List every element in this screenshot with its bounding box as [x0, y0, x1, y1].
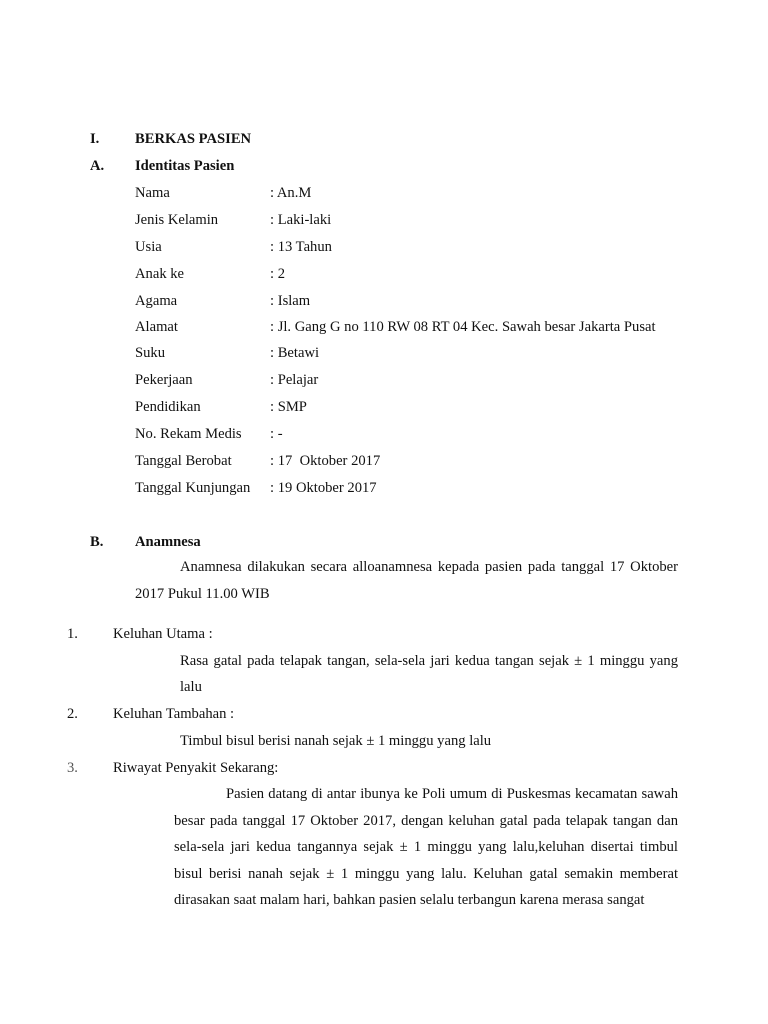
subsection-title: Anamnesa — [135, 534, 201, 550]
subsection-title: Identitas Pasien — [135, 158, 235, 174]
list-number: 2. — [67, 706, 78, 722]
list-item-title: Keluhan Tambahan : — [113, 706, 235, 722]
identity-label: Jenis Kelamin — [135, 212, 219, 228]
identity-label: Tanggal Berobat — [135, 453, 232, 469]
identity-value: : Pelajar — [270, 372, 319, 388]
complaint-text-line2: lalu — [180, 679, 202, 695]
list-number: 3. — [67, 760, 78, 776]
identity-value: : 13 Tahun — [270, 239, 332, 255]
complaint-text-line1: Rasa gatal pada telapak tangan, sela-sela jari kedua tangan sejak ± 1 minggu yang — [180, 653, 678, 669]
identity-value: : 2 — [270, 266, 285, 282]
identity-value: : 19 Oktober 2017 — [270, 480, 377, 496]
identity-label: Anak ke — [135, 266, 185, 282]
history-paragraph: Pasien datang di antar ibunya ke Poli umum di Puskesmas kecamatan sawah besar pada tanggal 17 Oktober 2017, dengan keluhan gatal pada telapak tangan dan sela-sela jari kedua tangannya sejak ± 1 minggu yang lalu,keluhan disertai timbul bisul berisi nanah sejak ± 1 minggu yang lalu. Keluhan gatal semakin memberat dirasakan saat malam hari, bahkan pasien selalu terbangun karena merasa sangat — [174, 786, 678, 908]
identity-label: Pekerjaan — [135, 372, 193, 388]
identity-label: Nama — [135, 185, 170, 201]
identity-label: No. Rekam Medis — [135, 426, 242, 442]
identity-value: : Jl. Gang G no 110 RW 08 RT 04 Kec. Sawah besar Jakarta Pusat — [270, 319, 656, 335]
complaint-text-line1: Timbul bisul berisi nanah sejak ± 1 minggu yang lalu — [180, 733, 492, 749]
anamnesa-intro-line2: 2017 Pukul 11.00 WIB — [135, 586, 270, 602]
identity-value: : 17 Oktober 2017 — [270, 453, 381, 469]
anamnesa-intro-line1: Anamnesa dilakukan secara alloanamnesa kepada pasien pada tanggal 17 Oktober — [180, 559, 678, 575]
identity-label: Alamat — [135, 319, 178, 335]
identity-label: Pendidikan — [135, 399, 201, 415]
identity-value: : Betawi — [270, 345, 320, 361]
list-item-title: Keluhan Utama : — [113, 626, 213, 642]
identity-value: : - — [270, 426, 283, 442]
subsection-letter: A. — [90, 158, 105, 174]
identity-value: : An.M — [270, 185, 312, 201]
section-title: BERKAS PASIEN — [135, 131, 252, 147]
identity-label: Suku — [135, 345, 166, 361]
identity-value: : Laki-laki — [270, 212, 332, 228]
list-number: 1. — [67, 626, 78, 642]
identity-value: : Islam — [270, 293, 311, 309]
subsection-letter: B. — [90, 534, 104, 550]
section-number: I. — [90, 131, 100, 147]
list-item-title: Riwayat Penyakit Sekarang: — [113, 760, 279, 776]
identity-label: Usia — [135, 239, 162, 255]
identity-label: Agama — [135, 293, 178, 309]
identity-label: Tanggal Kunjungan — [135, 480, 251, 496]
identity-value: : SMP — [270, 399, 307, 415]
